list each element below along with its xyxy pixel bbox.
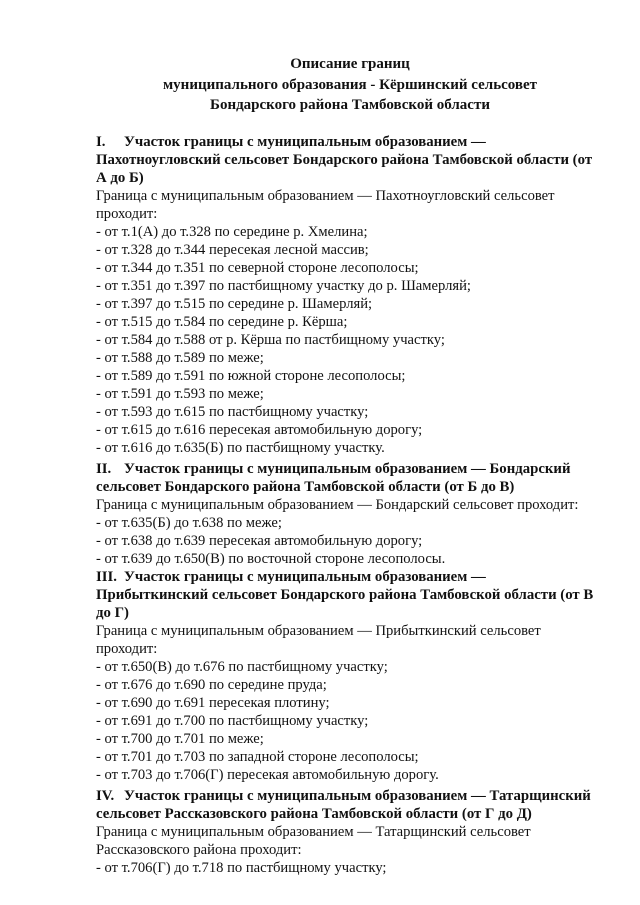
section-1-item: - от т.328 до т.344 пересекая лесной массив; [96,242,369,258]
section-3-heading-line-1: III. Участок границы с муниципальным образованием — [96,569,486,585]
section-4-heading-line-2: сельсовет Рассказовского района Тамбовской области (от Г до Д) [96,806,532,822]
section-4-item: - от т.706(Г) до т.718 по пастбищному участку; [96,860,387,876]
section-3-item: - от т.703 до т.706(Г) пересекая автомобильную дорогу. [96,767,439,783]
section-1-item: - от т.593 до т.615 по пастбищному участку; [96,404,369,420]
section-2-item: - от т.638 до т.639 пересекая автомобильную дорогу; [96,533,423,549]
section-1-item: - от т.1(А) до т.328 по середине р. Хмелина; [96,224,368,240]
section-3-item: - от т.691 до т.700 по пастбищному участку; [96,713,369,729]
section-1-item: - от т.616 до т.635(Б) по пастбищному участку. [96,440,385,456]
section-3-heading-line-2: Прибыткинский сельсовет Бондарского района Тамбовской области (от В [96,587,594,603]
document-title-line-2: муниципального образования - Кёршинский сельсовет [162,77,538,93]
section-3-number: III. [96,569,117,585]
section-3-intro-line-1: Граница с муниципальным образованием — Прибыткинский сельсовет [96,623,541,639]
section-1-item: - от т.589 до т.591 по южной стороне лесополосы; [96,368,406,384]
section-4-intro-line-1: Граница с муниципальным образованием — Татарщинский сельсовет [96,824,531,840]
section-1-item: - от т.584 до т.588 от р. Кёрша по пастбищному участку; [96,332,445,348]
section-1-intro-line-1: Граница с муниципальным образованием — Пахотноугловский сельсовет [96,188,555,204]
section-1-item: - от т.397 до т.515 по середине р. Шамерляй; [96,296,373,312]
section-1-item: - от т.344 до т.351 по северной стороне лесополосы; [96,260,419,276]
section-3-item: - от т.690 до т.691 пересекая плотину; [96,695,330,711]
section-3-intro-line-2: проходит: [96,641,158,657]
section-2-number: II. [96,461,112,477]
section-1-heading-line-2: Пахотноугловский сельсовет Бондарского района Тамбовской области (от [96,152,593,168]
section-1-item: - от т.591 до т.593 по меже; [96,386,264,402]
section-2-item: - от т.639 до т.650(В) по восточной стороне лесополосы. [96,551,446,567]
section-4-intro-line-2: Рассказовского района проходит: [96,842,302,858]
section-3-item: - от т.701 до т.703 по западной стороне лесополосы; [96,749,419,765]
section-1-number: I. [96,134,106,150]
document-title-line-1: Описание границ [290,56,410,72]
section-1-intro-line-2: проходит: [96,206,158,222]
document-title-line-3: Бондарского района Тамбовской области [210,97,490,113]
section-3-item: - от т.676 до т.690 по середине пруда; [96,677,327,693]
section-2-heading-line-2: сельсовет Бондарского района Тамбовской области (от Б до В) [96,479,515,495]
section-1-heading-line-3: А до Б) [96,170,144,186]
section-4-number: IV. [96,788,115,804]
section-3-item: - от т.700 до т.701 по меже; [96,731,264,747]
section-1-item: - от т.351 до т.397 по пастбищному участку до р. Шамерляй; [96,278,471,294]
section-1-item: - от т.588 до т.589 по меже; [96,350,264,366]
section-2-heading-line-1: II. Участок границы с муниципальным образованием — Бондарский [96,461,571,477]
section-2-item: - от т.635(Б) до т.638 по меже; [96,515,282,531]
section-2-intro-line-1: Граница с муниципальным образованием — Бондарский сельсовет проходит: [96,497,579,513]
section-1-item: - от т.615 до т.616 пересекая автомобильную дорогу; [96,422,423,438]
section-1-heading-line-1: I. Участок границы с муниципальным образованием — [96,134,486,150]
section-3-item: - от т.650(В) до т.676 по пастбищному участку; [96,659,388,675]
section-4-heading-line-1: IV. Участок границы с муниципальным образованием — Татарщинский [96,788,591,804]
section-1-item: - от т.515 до т.584 по середине р. Кёрша; [96,314,348,330]
section-3-heading-line-3: до Г) [96,605,129,621]
